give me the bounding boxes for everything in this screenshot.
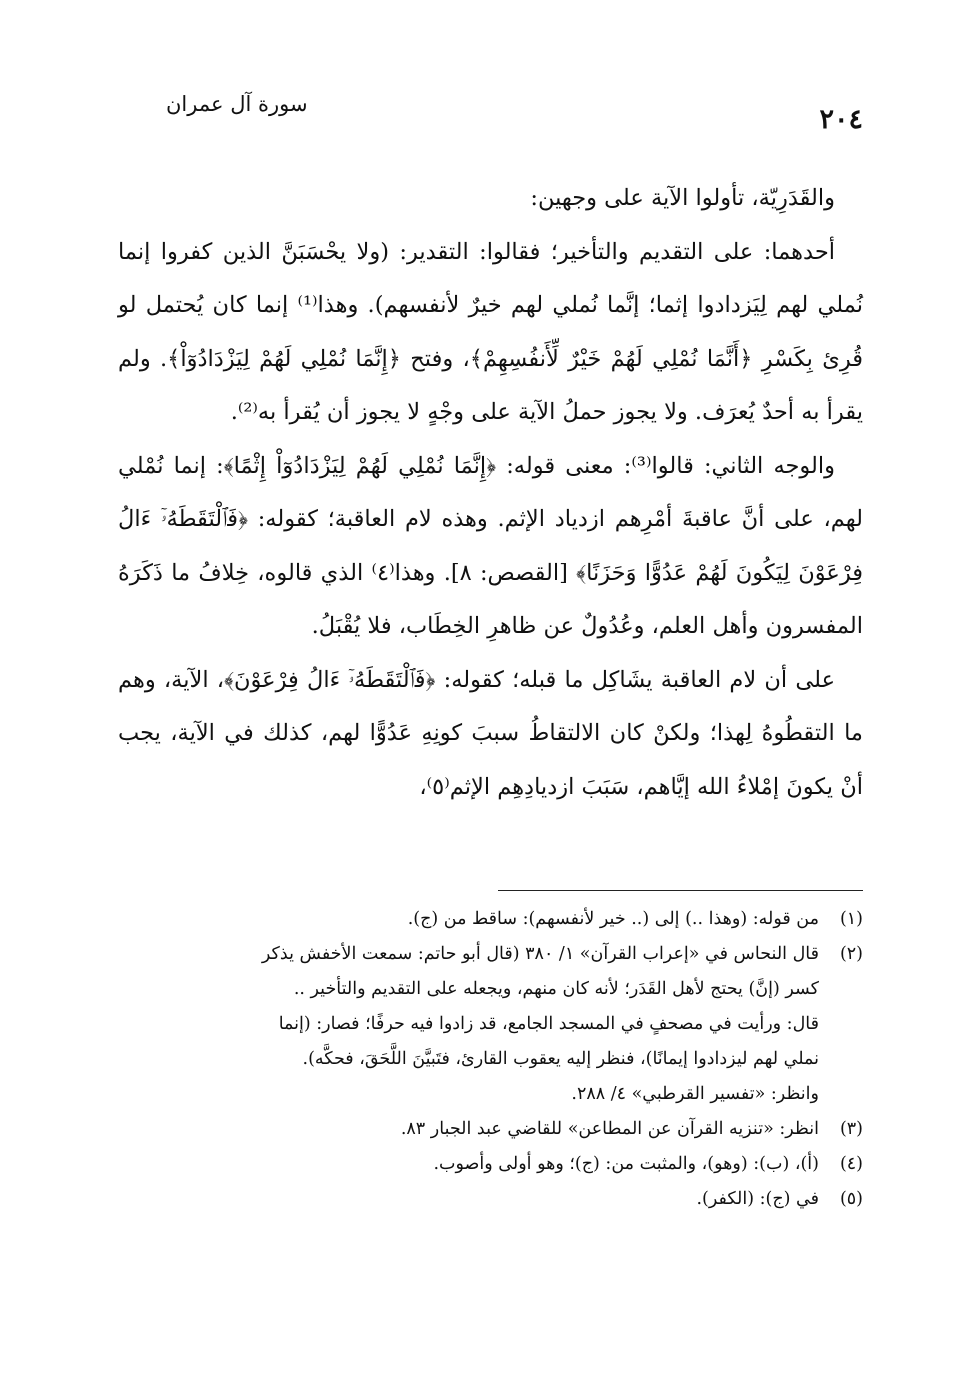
footnote-text — [118, 1182, 819, 1217]
footnote — [118, 1112, 863, 1147]
footnote-line: نملي لهم ليزدادوا إيمانًا)، فنظر إليه يعقوب القارئ، فتَبيَّنَ اللَّحَقَ، فحكَّه). — [302, 1049, 819, 1069]
footnote-line: قال النحاس في «إعراب القرآن» ١/ ٣٨٠ (قال أبو حاتم: سمعت الأخفش يذكر — [261, 944, 819, 964]
footnote — [118, 1182, 863, 1217]
paragraph-4: على أن لام العاقبة يشَاكِل ما قبله؛ كقوله: ﴿فَٱلْتَقَطَهُۥٓ ءَالُ فِرْعَوْنَ﴾، الآية، وهم ما التقطُوهُ لِهذا؛ ولكنْ كان الالتقاطُ سببَ كونِهِ عَدُوًّا لهم، كذلك في الآية، يجب أنْ يكونَ إمْلاءُ الله إيَّاهم، سَبَبَ ازديادِهِم الإثم⁽٥⁾، — [118, 666, 863, 800]
footnote-line: كسر (إنَّ) يحتج لأهل القَدَر؛ لأنه كان منهم، ويجعله على التقديم والتأخير .. — [293, 979, 819, 999]
footnote-line: وانظر: «تفسير القرطبي» ٤/ ٢٨٨. — [571, 1084, 819, 1104]
running-title: سورة آل عمران — [166, 92, 308, 116]
footnote-number: (٤) — [839, 1154, 863, 1174]
footnote-number: (٥) — [839, 1189, 863, 1209]
paragraph-3: والوجه الثاني: قالوا⁽³⁾: معنى قوله: ﴿إِنَّمَا نُمْلِي لَهُمْ لِيَزْدَادُوٓاْ إِثْمًا﴾: إنما نُمْلي لهم، على أنَّ عاقبةَ أمْرِهم ازدياد الإثم. وهذه لام العاقبة؛ كقوله: ﴿فَٱلْتَقَطَهُۥٓ ءَالُ فِرْعَوْنَ لِيَكُونَ لَهُمْ عَدُوًّا وَحَزَنًا﴾ [القصص: ٨]. وهذا⁽٤⁾ الذي قالوه، خِلافُ ما ذَكَرَهُ المفسرون وأهل العلم، وعُدُولٌ عن ظاهرِ الخِطَاب، فلا يُقْبَلُ. — [118, 452, 863, 639]
footnote-line: من قوله: (وهذا ..) إلى (.. خير لأنفسهم): ساقط من (ج). — [407, 909, 819, 929]
paragraph-1: والقَدَرِيّة، تأولوا الآية على وجهين: — [530, 185, 835, 211]
footnote-text — [118, 902, 819, 937]
footnote-separator — [498, 890, 863, 891]
footnote-text — [118, 937, 819, 1112]
footnote-line: في (ج): (الكفر). — [696, 1189, 819, 1209]
footnote-line: انظر: «تنزيه القرآن عن المطاعن» للقاضي عبد الجبار ٨٣. — [400, 1119, 819, 1139]
footnote-line: قال: ورأيت في مصحفٍ في المسجد الجامع، قد زادوا فيه حرفًا؛ فصار: (إنما — [278, 1014, 819, 1034]
page-number: ٢٠٤ — [819, 104, 863, 135]
footnote — [118, 902, 863, 937]
paragraph-2: أحدهما: على التقديم والتأخير؛ فقالوا: التقدير: (ولا يحْسَبَنَّ الذين كفروا إنما نُملي لهم لِيَزدادوا إثما؛ إنَّما نُملي لهم خيرٌ لأنفسهم). وهذا⁽¹⁾ إنما كان يُحتمل لو قُرِئ بِكَسْرِ ﴿أَنَّمَا نُمْلِي لَهُمْ خَيْرٌ لِّأَنفُسِهِمْ﴾، وفتح ﴿إِنَّمَا نُمْلِي لَهُمْ لِيَزْدَادُوٓاْ﴾. ولم يقرأ به أحدٌ يُعرَف. ولا يجوز حملُ الآية على وجْهٍ لا يجوز أن يُقرأ به⁽²⁾. — [118, 238, 863, 425]
footnote-number: (٢) — [839, 944, 863, 964]
footnotes — [118, 902, 863, 1217]
footnote — [118, 1147, 863, 1182]
main-text — [118, 172, 863, 814]
footnote — [118, 937, 863, 1112]
footnote-number: (٣) — [839, 1119, 863, 1139]
footnote-text — [118, 1112, 819, 1147]
footnote-number: (١) — [839, 909, 863, 929]
footnote-text — [118, 1147, 819, 1182]
page-header — [118, 92, 863, 152]
footnote-line: (أ)، (ب): (وهو)، والمثبت من: (ج)؛ وهو أولى وأصوب. — [433, 1154, 819, 1174]
